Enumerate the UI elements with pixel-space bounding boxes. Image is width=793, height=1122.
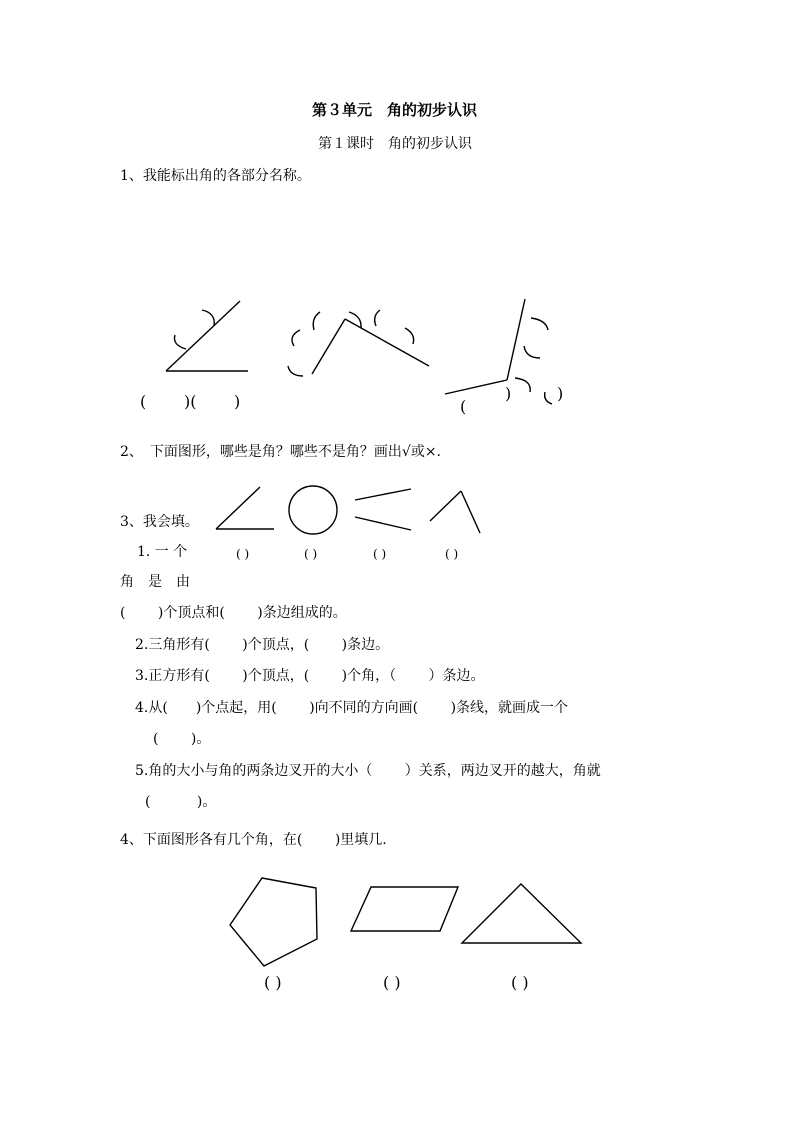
- q4-prompt: 4、下面图形各有几个角，在( )里填几.: [120, 832, 387, 848]
- label-arc-6: [405, 328, 414, 344]
- q2-blank-3[interactable]: ( ): [373, 547, 387, 561]
- q1-angle-1: [166, 301, 248, 371]
- q2-blank-1[interactable]: ( ): [236, 547, 250, 561]
- label-arc-12: [545, 392, 552, 404]
- q2-open-lines-figure: [355, 489, 411, 530]
- q1-angle-3: [445, 299, 552, 404]
- q4-blank-pentagon[interactable]: ( ): [264, 973, 282, 992]
- label-arc-1: [202, 310, 214, 326]
- unit-title: 第３单元 角的初步认识: [312, 101, 478, 119]
- q3-item-1a: 1. 一 个: [137, 544, 188, 560]
- q1-prompt: 1、我能标出角的各部分名称。: [120, 168, 311, 184]
- q1-blank-3[interactable]: ): [234, 392, 241, 411]
- q3-item-5a: 5.角的大小与角的两条边叉开的大小（ ）关系，两边叉开的越大，角就: [135, 763, 601, 779]
- label-arc-9: [531, 318, 548, 330]
- label-arc-11: [515, 378, 530, 392]
- q1-blank-1[interactable]: (: [140, 392, 147, 411]
- q4-blank-triangle[interactable]: ( ): [511, 973, 529, 992]
- q1-blank-4[interactable]: (: [460, 397, 467, 416]
- q2-blank-2[interactable]: ( ): [304, 547, 318, 561]
- label-arc-10: [524, 346, 540, 358]
- q1-blank-5[interactable]: ): [505, 384, 512, 403]
- q3-item-5b: ( )。: [145, 794, 217, 810]
- q3-item-3: 3.正方形有( )个顶点，( )个角，（ ）条边。: [135, 668, 485, 684]
- q2-angle-figure: [216, 487, 274, 529]
- q2-curved-angle-figure: [430, 491, 480, 533]
- label-arc-7: [292, 330, 300, 346]
- q3-item-1c: ( )个顶点和( )条边组成的。: [120, 605, 347, 621]
- q4-blank-parallelogram[interactable]: ( ): [383, 973, 401, 992]
- q3-item-4a: 4.从( )个点起，用( )向不同的方向画( )条线，就画成一个: [135, 700, 569, 716]
- label-arc-2: [174, 335, 186, 349]
- q3-heading: 3、我会填。: [120, 514, 199, 530]
- q2-blank-4[interactable]: ( ): [445, 547, 459, 561]
- q2-prompt: 2、 下面图形，哪些是角？哪些不是角？画出√或×.: [120, 444, 442, 460]
- label-arc-3: [313, 312, 320, 330]
- lesson-title: 第１课时 角的初步认识: [318, 136, 472, 152]
- q3-item-4b: ( )。: [153, 731, 211, 747]
- label-arc-5: [375, 310, 380, 326]
- q1-blank-2[interactable]: )(: [184, 392, 197, 411]
- q3-item-1b: 角 是 由: [120, 574, 190, 590]
- q3-item-2: 2.三角形有( )个顶点，( )条边。: [135, 637, 390, 653]
- q4-triangle: [462, 884, 581, 943]
- q1-blank-6[interactable]: ): [557, 384, 564, 403]
- q4-parallelogram: [351, 887, 458, 931]
- label-arc-8: [288, 366, 303, 376]
- q4-pentagon: [230, 878, 317, 966]
- q1-angle-2: [288, 310, 429, 376]
- label-arc-4: [349, 312, 361, 328]
- q2-circle-figure: [289, 486, 337, 534]
